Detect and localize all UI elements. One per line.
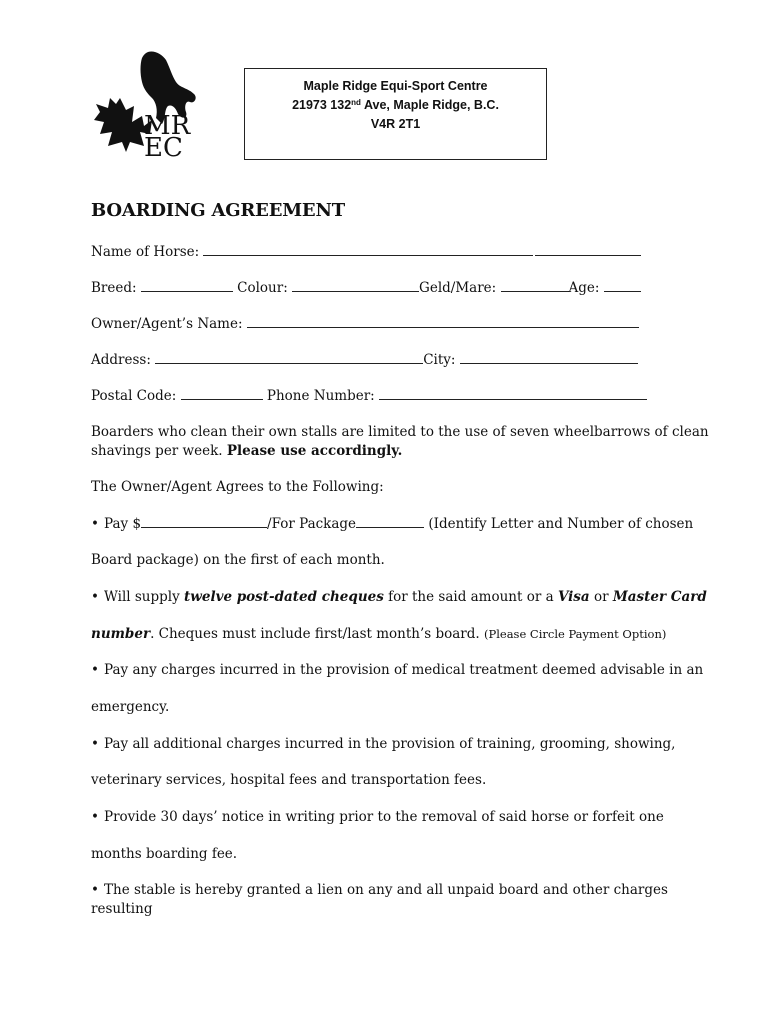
supply-bullet	[91, 589, 707, 605]
colour-field[interactable]	[292, 279, 419, 292]
wheelbarrow-line-2	[91, 443, 402, 459]
medical-bullet	[91, 662, 703, 678]
notice-bullet	[91, 809, 664, 825]
colour-label: Colour:	[237, 280, 288, 296]
postal-code-label: Postal Code:	[91, 388, 177, 404]
mastercard-option: Master Card	[612, 589, 707, 605]
owner-name-field[interactable]	[247, 315, 639, 328]
address-box	[244, 68, 547, 160]
bullet-icon: •	[91, 809, 99, 825]
street-address	[245, 96, 546, 115]
horse-name-label: Name of Horse:	[91, 244, 200, 260]
logo-text-mr: MR	[144, 111, 191, 141]
additional-continuation: veterinary services, hospital fees and transportation fees.	[91, 772, 487, 788]
lien-bullet	[91, 882, 668, 898]
owner-name-label: Owner/Agent’s Name:	[91, 316, 243, 332]
additional-bullet	[91, 736, 675, 752]
phone-label: Phone Number:	[266, 388, 375, 404]
city-label: City:	[423, 352, 456, 368]
postal-code-field[interactable]	[181, 387, 263, 400]
breed-label: Breed:	[91, 280, 137, 296]
horse-name-row	[91, 243, 641, 260]
bullet-icon: •	[91, 516, 99, 532]
additional-text: Pay all additional charges incurred in the provision of training, grooming, showing,	[104, 736, 676, 752]
owner-row	[91, 315, 639, 332]
supply-text: Will supply	[104, 589, 185, 605]
bullet-icon: •	[91, 736, 99, 752]
address-label: Address:	[91, 352, 151, 368]
postal-line: V4R 2T1	[370, 117, 421, 131]
lien-continuation: resulting	[91, 901, 153, 917]
pay-amount-field[interactable]	[141, 515, 267, 528]
wheelbarrow-text: shavings per week.	[91, 443, 227, 459]
breed-field[interactable]	[141, 279, 233, 292]
agrees-heading: The Owner/Agent Agrees to the Following:	[91, 479, 384, 495]
horse-name-field-extra[interactable]	[535, 243, 641, 256]
package-field[interactable]	[356, 515, 424, 528]
address-field[interactable]	[155, 351, 423, 364]
street-suffix: nd	[351, 98, 361, 107]
postal-phone-row	[91, 387, 647, 404]
age-field[interactable]	[604, 279, 641, 292]
address-row	[91, 351, 638, 368]
pay-continuation: Board package) on the first of each month.	[91, 552, 385, 568]
please-use-note: Please use accordingly.	[226, 443, 403, 459]
number-line	[91, 626, 666, 642]
horse-name-field[interactable]	[203, 243, 533, 256]
street-number: 21973 132	[292, 98, 352, 112]
cheques-note: . Cheques must include first/last month’s board.	[150, 626, 484, 642]
wheelbarrow-line-1: Boarders who clean their own stalls are limited to the use of seven wheelbarrows of clean	[91, 424, 709, 440]
breed-row	[91, 279, 641, 296]
bullet-icon: •	[91, 662, 99, 678]
number-emphasis: number	[91, 626, 151, 642]
cheques-emphasis: twelve post-dated cheques	[184, 589, 384, 605]
payment-option-note: (Please Circle Payment Option)	[483, 627, 667, 641]
pay-label: Pay $	[104, 516, 142, 532]
or-text: or	[589, 589, 613, 605]
horse-maple-leaf-logo	[90, 48, 208, 160]
visa-option: Visa	[557, 589, 590, 605]
page-title: BOARDING AGREEMENT	[91, 200, 345, 221]
medical-continuation: emergency.	[91, 699, 170, 715]
notice-continuation: months boarding fee.	[91, 846, 238, 862]
bullet-icon: •	[91, 882, 99, 898]
centre-name: Maple Ridge Equi-Sport Centre	[303, 79, 488, 93]
lien-text: The stable is hereby granted a lien on any and all unpaid board and other charges	[104, 882, 668, 898]
supply-text-2: for the said amount or a	[383, 589, 558, 605]
package-label: /For Package	[267, 516, 357, 532]
phone-field[interactable]	[379, 387, 647, 400]
package-note: (Identify Letter and Number of chosen	[424, 516, 694, 532]
bullet-icon: •	[91, 589, 99, 605]
medical-text: Pay any charges incurred in the provision of medical treatment deemed advisable in an	[104, 662, 704, 678]
pay-bullet	[91, 515, 693, 532]
city-field[interactable]	[460, 351, 638, 364]
mrec-logo	[90, 48, 208, 160]
age-label: Age:	[568, 280, 600, 296]
geld-mare-label: Geld/Mare:	[419, 280, 497, 296]
street-rest: Ave, Maple Ridge, B.C.	[360, 98, 499, 112]
notice-text: Provide 30 days’ notice in writing prior to the removal of said horse or forfeit one	[104, 809, 664, 825]
geld-mare-field[interactable]	[501, 279, 569, 292]
logo-text-ec: EC	[144, 133, 183, 160]
